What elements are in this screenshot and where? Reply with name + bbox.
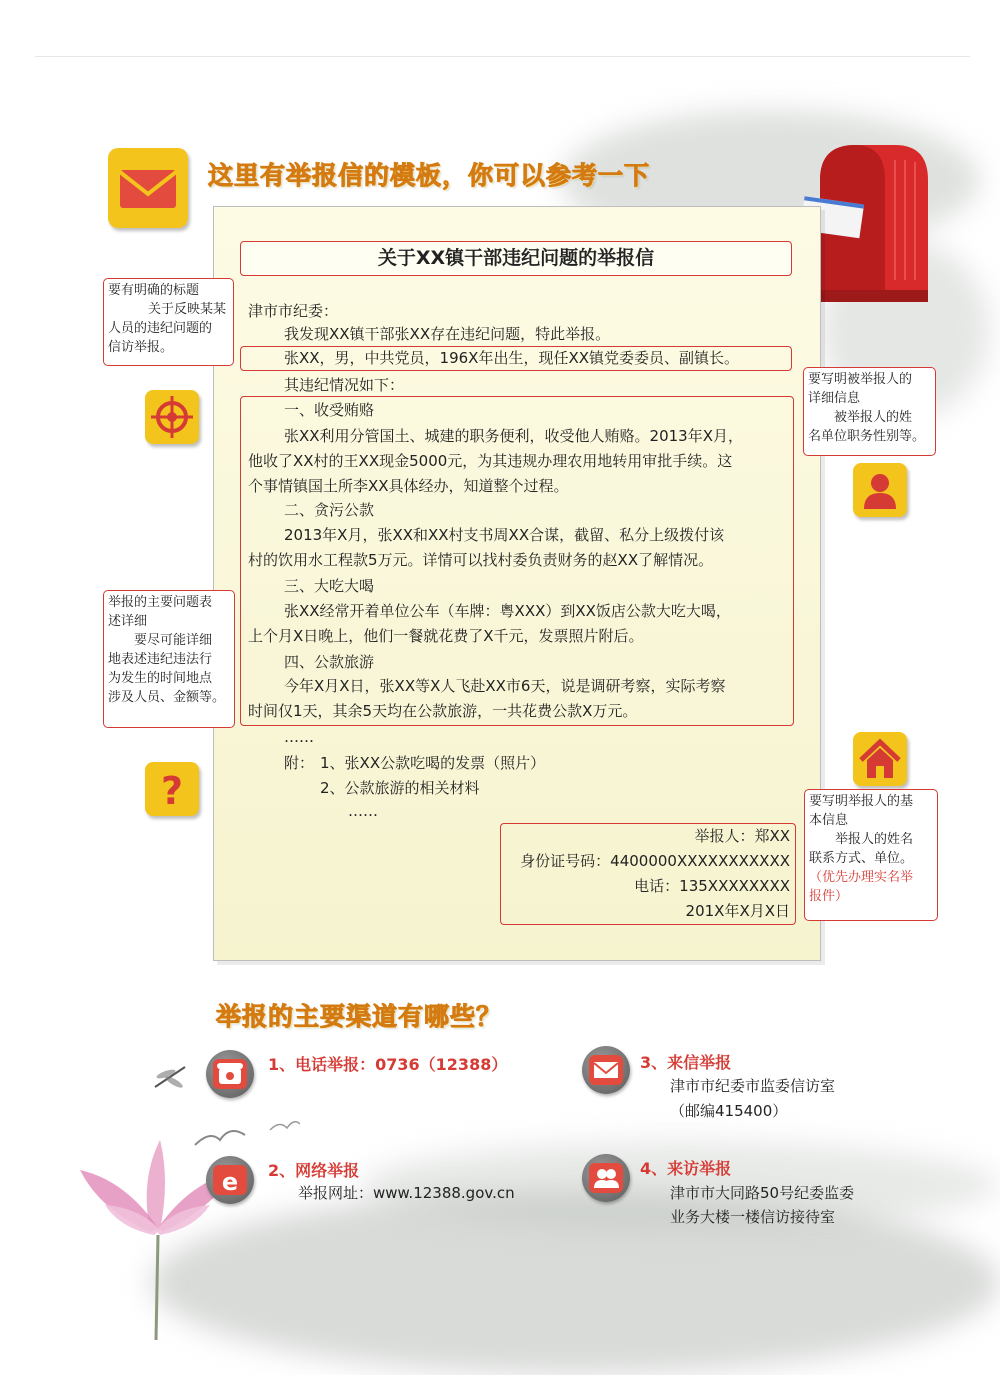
note-line: 举报的主要问题表	[108, 595, 213, 610]
letter-subject-info: 张XX，男，中共党员，196X年出生，现任XX镇党委委员、副镇长。	[284, 349, 740, 367]
note-line: 要尽可能详细	[134, 633, 213, 648]
reporter-name: 举报人：郑XX	[694, 827, 790, 845]
note-line: 要写明举报人的基	[809, 794, 914, 809]
house-icon-box	[853, 732, 907, 786]
person-icon	[853, 463, 907, 517]
note-line-highlight: 报件）	[809, 889, 849, 904]
note-line: 详细信息	[808, 391, 861, 406]
section-line: 张XX利用分管国土、城建的职务便利，收受他人贿赂。2013年X月，	[284, 427, 744, 445]
channels-section-title: 举报的主要渠道有哪些？	[216, 1002, 503, 1031]
section-line: 张XX经常开着单位公车（车牌：粤XXX）到XX饭店公款大吃大喝，	[284, 602, 731, 620]
section-line: 他收了XX村的王XX现金5000元，为其违规办理农用地转用审批手续。这	[248, 452, 733, 470]
envelope-icon-box	[108, 148, 188, 228]
person-icon-box	[853, 463, 907, 517]
report-date: 201X年X月X日	[685, 902, 790, 920]
note-line: 本信息	[809, 813, 849, 828]
section-line: 个事情镇国土所李XX具体经办，知道整个过程。	[248, 477, 569, 495]
note-line: 信访举报。	[108, 340, 174, 355]
note-line: 地表述违纪违法行	[108, 652, 213, 667]
note-line: 举报人的姓名	[835, 832, 914, 847]
mail-channel-line: 津市市纪委市监委信访室	[670, 1077, 836, 1095]
attachment-label: 附：	[284, 754, 315, 772]
note-line: 被举报人的姓	[834, 410, 913, 425]
section-heading: 二、贪污公款	[284, 501, 375, 519]
note-line: 涉及人员、金额等。	[108, 690, 226, 705]
letter-ellipsis: ……	[284, 728, 314, 746]
section-heading: 一、收受贿赂	[284, 401, 375, 419]
svg-text:?: ?	[160, 769, 184, 813]
web-channel-icon	[206, 1156, 254, 1204]
note-line-highlight: （优先办理实名举	[809, 870, 914, 885]
note-line: 名单位职务性别等。	[808, 429, 926, 444]
top-rule	[35, 56, 970, 57]
svg-text:e: e	[221, 1168, 239, 1196]
note-line: 联系方式、单位。	[809, 851, 914, 866]
note-line: 要有明确的标题	[108, 283, 200, 298]
note-line: 关于反映某某	[148, 302, 227, 317]
phone-channel-title: 1、电话举报：0736（12388）	[268, 1055, 508, 1074]
letter-facts-intro: 其违纪情况如下：	[284, 376, 405, 394]
note-line: 要写明被举报人的	[808, 372, 913, 387]
reporter-phone: 电话：135XXXXXXXX	[634, 877, 790, 895]
section-heading: 四、公款旅游	[284, 653, 375, 671]
mail-channel-line: （邮编415400）	[670, 1102, 788, 1120]
problem-note	[103, 590, 235, 728]
dragonfly-icon	[150, 1062, 190, 1092]
target-icon-box	[145, 390, 199, 444]
question-icon	[145, 762, 199, 816]
section-line: 2013年X月，张XX和XX村支书周XX合谋，截留、私分上级拨付该	[284, 526, 725, 544]
mail-channel-icon	[582, 1046, 630, 1094]
envelope-icon	[108, 148, 188, 228]
visit-channel-line: 业务大楼一楼信访接待室	[670, 1208, 836, 1226]
title-note	[103, 278, 234, 366]
letter-title: 关于XX镇干部违纪问题的举报信	[377, 247, 655, 269]
house-icon	[853, 732, 907, 786]
mail-channel-title: 3、来信举报	[640, 1053, 732, 1072]
web-channel-title: 2、网络举报	[268, 1161, 360, 1180]
template-section-title: 这里有举报信的模板，你可以参考一下	[208, 161, 651, 190]
phone-channel-icon	[206, 1050, 254, 1098]
web-channel-url: 举报网址：www.12388.gov.cn	[298, 1184, 515, 1202]
question-icon-box	[145, 762, 199, 816]
section-heading: 三、大吃大喝	[284, 577, 375, 595]
cranes-icon	[190, 1110, 300, 1160]
reporter-note	[804, 789, 938, 921]
attachment-item: 2、公款旅游的相关材料	[320, 779, 480, 797]
visit-channel-line: 津市市大同路50号纪委监委	[670, 1184, 855, 1202]
section-line: 今年X月X日，张XX等X人飞赴XX市6天，说是调研考察，实际考察	[284, 677, 726, 695]
telephone-icon	[206, 1050, 254, 1098]
letter-intro: 我发现XX镇干部张XX存在违纪问题，特此举报。	[284, 325, 611, 343]
visit-channel-icon	[582, 1154, 630, 1202]
note-line: 为发生的时间地点	[108, 671, 213, 686]
section-line: 时间仅1天，其余5天均在公款旅游，一共花费公款X万元。	[248, 702, 638, 720]
visit-channel-title: 4、来访举报	[640, 1159, 732, 1178]
attachment-ellipsis: ……	[348, 802, 378, 820]
red-mailbox-icon	[800, 140, 940, 310]
reporter-id-number: 身份证号码：4400000XXXXXXXXXXX	[520, 852, 790, 870]
note-line: 述详细	[108, 614, 148, 629]
section-line: 村的饮用水工程款5万元。详情可以找村委负责财务的赵XX了解情况。	[248, 551, 714, 569]
internet-e-icon	[206, 1156, 254, 1204]
subject-note	[803, 367, 936, 456]
people-icon	[582, 1154, 630, 1202]
note-line: 人员的违纪问题的	[108, 321, 213, 336]
target-icon	[145, 390, 199, 444]
envelope-small-icon	[582, 1046, 630, 1094]
attachment-item: 1、张XX公款吃喝的发票（照片）	[320, 754, 546, 772]
letter-addressee: 津市市纪委：	[248, 302, 339, 320]
section-line: 上个月X日晚上，他们一餐就花费了X千元，发票照片附后。	[248, 627, 644, 645]
